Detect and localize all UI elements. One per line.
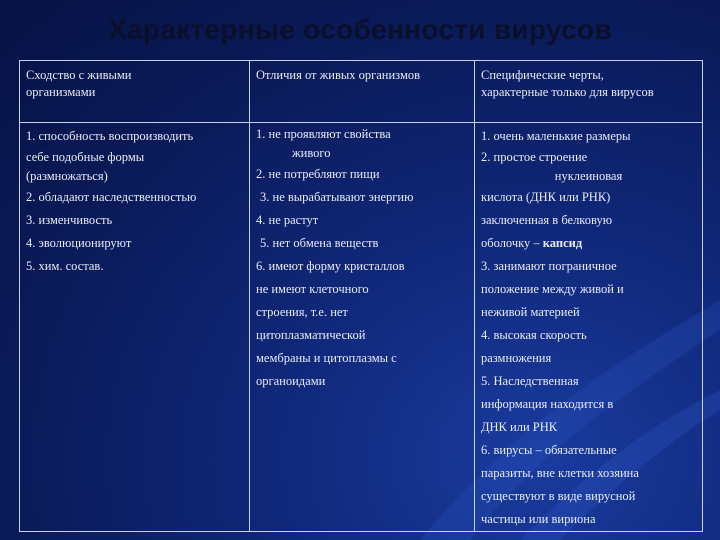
- list-item: 3. занимают пограничное: [481, 259, 617, 273]
- header-text: Отличия от живых организмов: [256, 68, 421, 82]
- list-item: 1. не проявляют свойства: [256, 127, 391, 141]
- list-item: 1. очень маленькие размеры: [481, 129, 631, 143]
- list-item: строения, т.е. нет: [256, 305, 348, 319]
- header-similarities: [20, 61, 250, 123]
- list-item: 4. не растут: [256, 213, 319, 227]
- list-item: ДНК или РНК: [481, 420, 558, 434]
- list-item: нуклеиновая: [554, 169, 623, 183]
- list-item: 6. вирусы – обязательные: [481, 443, 617, 457]
- list-item: 2. обладают наследственностью: [26, 190, 197, 204]
- similarities-cell: [20, 123, 250, 532]
- list-item: 5. нет обмена веществ: [260, 236, 379, 250]
- list-item: (размножаться): [26, 169, 108, 183]
- list-item: информация находится в: [481, 397, 614, 411]
- list-item: [481, 232, 696, 255]
- header-text: организмами: [26, 85, 96, 99]
- list-item: размножения: [481, 351, 552, 365]
- list-item: 2. не потребляют пищи: [256, 167, 380, 181]
- viruses-table: [19, 60, 703, 532]
- list-item: живого: [292, 146, 331, 160]
- list-item-text: оболочку –: [481, 236, 540, 250]
- table-body-row: [20, 123, 703, 532]
- list-item: мембраны и цитоплазмы с: [256, 351, 397, 365]
- header-text: Сходство с живыми: [26, 68, 132, 82]
- list-item: паразиты, вне клетки хозяина: [481, 466, 639, 480]
- list-item: 2. простое строение: [481, 150, 588, 164]
- list-item: 5. Наследственная: [481, 374, 579, 388]
- list-item: 6. имеют форму кристаллов: [256, 259, 405, 273]
- header-text: характерные только для вирусов: [481, 85, 654, 99]
- list-item: частицы или вириона: [481, 512, 596, 526]
- header-differences: [250, 61, 475, 123]
- list-item: 3. изменчивость: [26, 213, 113, 227]
- list-item: не имеют клеточного: [256, 282, 369, 296]
- list-item: 4. эволюционируют: [26, 236, 132, 250]
- list-item: цитоплазматической: [256, 328, 366, 342]
- list-item: органоидами: [256, 374, 326, 388]
- list-item: существуют в виде вирусной: [481, 489, 636, 503]
- list-item: положение между живой и: [481, 282, 624, 296]
- list-item: себе подобные формы: [26, 150, 145, 164]
- list-item: заключенная в белковую: [481, 213, 613, 227]
- page-title: Характерные особенности вирусов: [108, 14, 612, 45]
- list-item: 5. хим. состав.: [26, 259, 104, 273]
- specific-features-cell: [475, 123, 703, 532]
- list-item: кислота (ДНК или РНК): [481, 190, 611, 204]
- header-text: Специфические черты,: [481, 68, 604, 82]
- header-specific: [475, 61, 703, 123]
- differences-cell: [250, 123, 475, 532]
- capsid-term: капсид: [542, 236, 583, 250]
- list-item: неживой материей: [481, 305, 580, 319]
- list-item: 3. не вырабатывают энергию: [260, 190, 414, 204]
- list-item: 1. способность воспроизводить: [26, 129, 194, 143]
- table-header-row: [20, 61, 703, 123]
- list-item: 4. высокая скорость: [481, 328, 587, 342]
